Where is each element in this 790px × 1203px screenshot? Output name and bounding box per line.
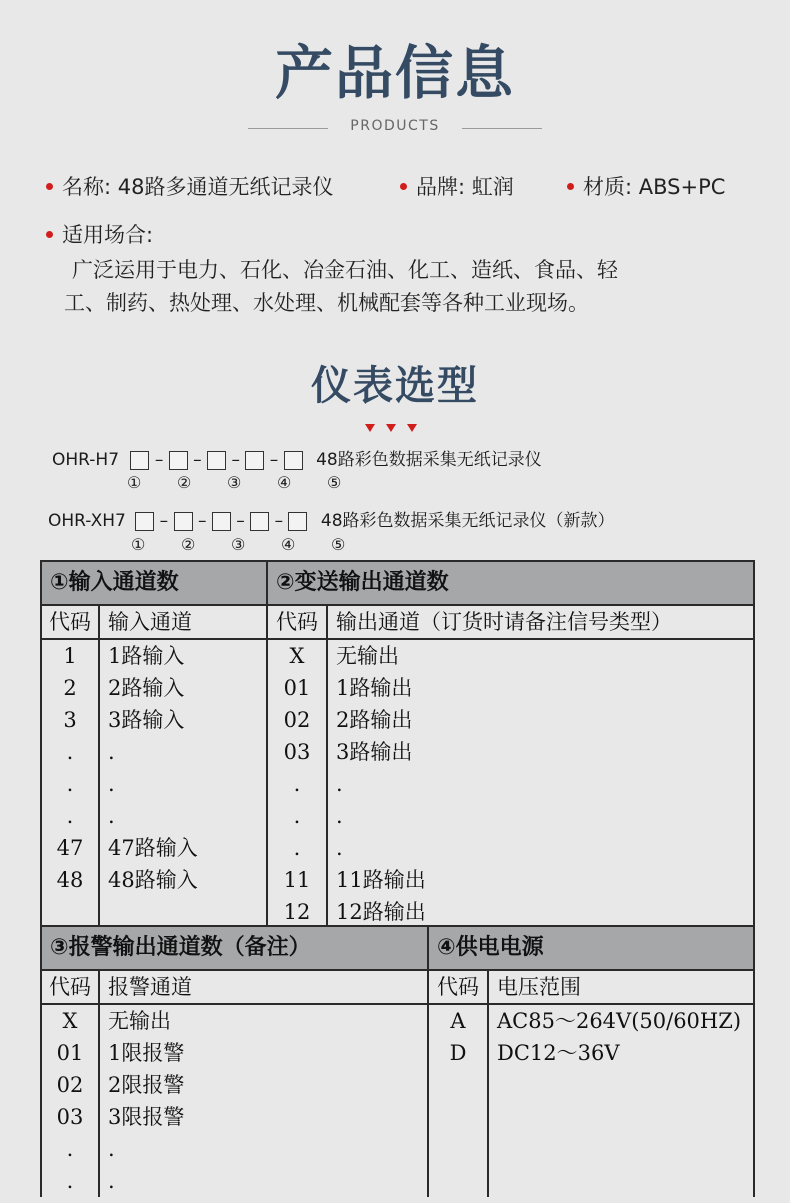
col-desc: 报警通道	[99, 970, 428, 1004]
table-header	[41, 926, 428, 970]
power-supply-table	[427, 925, 755, 1197]
cell-code: 47	[41, 832, 99, 864]
marker-2: ②	[181, 535, 196, 554]
info-brand-text: 品牌: 虹润	[416, 175, 514, 199]
arrow-down-icon	[407, 424, 417, 432]
table-row	[267, 864, 754, 896]
input-channel-table	[40, 560, 268, 928]
cell-code: .	[267, 832, 327, 864]
table-row	[267, 736, 754, 768]
alarm-table-title: ③报警输出通道数（备注）	[41, 926, 428, 970]
cell-desc	[488, 1165, 754, 1197]
marker-1: ①	[131, 535, 146, 554]
cell-desc: 11路输出	[327, 864, 754, 896]
output-rows	[267, 639, 754, 928]
cell-code: 3	[41, 704, 99, 736]
option-box	[130, 451, 149, 470]
col-code: 代码	[41, 605, 99, 639]
cell-code: 12	[267, 896, 327, 928]
arrow-down-icon	[365, 424, 375, 432]
option-box	[169, 451, 188, 470]
option-box	[245, 451, 264, 470]
cell-code: 1	[41, 639, 99, 672]
cell-desc: 无输出	[327, 639, 754, 672]
arrow-down-icons	[365, 424, 435, 432]
table-row	[41, 672, 267, 704]
table-header	[267, 561, 754, 605]
cell-code: .	[267, 768, 327, 800]
col-code: 代码	[41, 970, 99, 1004]
table-row	[41, 1037, 428, 1069]
cell-desc: 1路输出	[327, 672, 754, 704]
cell-code: .	[41, 800, 99, 832]
option-box	[288, 512, 307, 531]
cell-desc: 3路输出	[327, 736, 754, 768]
input-rows	[41, 639, 267, 928]
cell-desc: 3限报警	[99, 1101, 428, 1133]
cell-desc: .	[327, 768, 754, 800]
info-usage-label: 适用场合:	[62, 223, 154, 247]
model-prefix: OHR-XH7	[48, 511, 126, 531]
marker-1: ①	[127, 473, 142, 492]
cell-code: 01	[267, 672, 327, 704]
option-box	[284, 451, 303, 470]
table-row	[267, 800, 754, 832]
table-row	[267, 832, 754, 864]
cell-desc: .	[99, 1133, 428, 1165]
table-column-header	[41, 970, 428, 1004]
table-column-header	[41, 605, 267, 639]
cell-desc: 48路输入	[99, 864, 267, 896]
table-row	[267, 639, 754, 672]
table-row	[41, 704, 267, 736]
table-row	[41, 864, 267, 896]
info-usage-line2: 工、制药、热处理、水处理、机械配套等各种工业现场。	[64, 291, 589, 315]
output-channel-table	[266, 560, 755, 928]
cell-code: 02	[41, 1069, 99, 1101]
cell-desc: 2限报警	[99, 1069, 428, 1101]
cell-code: .	[41, 1165, 99, 1197]
cell-code: 03	[41, 1101, 99, 1133]
cell-desc: 无输出	[99, 1004, 428, 1037]
model-desc: 48路彩色数据采集无纸记录仪（新款）	[320, 511, 615, 531]
cell-desc: 2路输出	[327, 704, 754, 736]
selection-title: 仪表选型	[311, 363, 479, 409]
cell-code: .	[41, 1133, 99, 1165]
info-usage	[46, 220, 153, 250]
table-row	[41, 768, 267, 800]
cell-desc: 1限报警	[99, 1037, 428, 1069]
cell-desc: .	[327, 800, 754, 832]
cell-code: A	[428, 1004, 488, 1037]
cell-code: .	[41, 768, 99, 800]
bullet-icon	[46, 231, 53, 238]
col-desc: 电压范围	[488, 970, 754, 1004]
model-desc: 48路彩色数据采集无纸记录仪	[316, 450, 542, 470]
model-prefix: OHR-H7	[52, 450, 120, 470]
table-row	[41, 639, 267, 672]
col-code: 代码	[428, 970, 488, 1004]
cell-desc: .	[327, 832, 754, 864]
input-table-title: ①输入通道数	[41, 561, 267, 605]
col-desc: 输出通道（订货时请备注信号类型）	[327, 605, 754, 639]
cell-code: 03	[267, 736, 327, 768]
col-code: 代码	[267, 605, 327, 639]
option-box	[135, 512, 154, 531]
cell-code	[428, 1165, 488, 1197]
cell-code	[428, 1069, 488, 1101]
table-row	[428, 1101, 754, 1133]
table-column-header	[267, 605, 754, 639]
option-box	[174, 512, 193, 531]
cell-desc: .	[99, 768, 267, 800]
cell-code: 2	[41, 672, 99, 704]
info-name	[46, 172, 333, 202]
cell-desc: .	[99, 1165, 428, 1197]
cell-desc	[99, 896, 267, 928]
page-title: 产品信息	[274, 39, 515, 107]
cell-desc: AC85～264V(50/60HZ)	[488, 1004, 754, 1037]
marker-3: ③	[227, 473, 242, 492]
info-material-text: 材质: ABS+PC	[583, 175, 726, 199]
table-row	[41, 736, 267, 768]
cell-code: X	[41, 1004, 99, 1037]
cell-code: .	[267, 800, 327, 832]
bullet-icon	[567, 183, 574, 190]
cell-desc: 1路输入	[99, 639, 267, 672]
table-header	[428, 926, 754, 970]
table-row	[41, 1133, 428, 1165]
marker-4: ④	[277, 473, 292, 492]
cell-code: 01	[41, 1037, 99, 1069]
table-row	[41, 1101, 428, 1133]
table-row	[41, 1165, 428, 1197]
cell-code	[428, 1101, 488, 1133]
subtitle-row	[0, 118, 790, 138]
cell-desc: 3路输入	[99, 704, 267, 736]
info-usage-line1: 广泛运用于电力、石化、冶金石油、化工、造纸、食品、轻	[72, 258, 618, 282]
col-desc: 输入通道	[99, 605, 267, 639]
table-row	[41, 1069, 428, 1101]
table-row	[41, 832, 267, 864]
cell-code: 48	[41, 864, 99, 896]
cell-desc	[488, 1133, 754, 1165]
divider-right	[462, 128, 542, 129]
table-column-header	[428, 970, 754, 1004]
page-subtitle: PRODUCTS	[350, 118, 440, 134]
cell-desc: 12路输出	[327, 896, 754, 928]
table-header	[41, 561, 267, 605]
table-row	[267, 704, 754, 736]
cell-code: 11	[267, 864, 327, 896]
cell-code	[41, 896, 99, 928]
alarm-rows	[41, 1004, 428, 1197]
option-box	[212, 512, 231, 531]
marker-5: ⑤	[331, 535, 346, 554]
table-row	[428, 1133, 754, 1165]
marker-4: ④	[281, 535, 296, 554]
table-row	[41, 1004, 428, 1037]
power-rows	[428, 1004, 754, 1197]
option-box	[207, 451, 226, 470]
option-box	[250, 512, 269, 531]
cell-desc	[488, 1069, 754, 1101]
info-material	[567, 172, 725, 202]
table-row	[428, 1165, 754, 1197]
table-row	[267, 896, 754, 928]
cell-desc: .	[99, 800, 267, 832]
power-table-title: ④供电电源	[428, 926, 754, 970]
table-row	[41, 800, 267, 832]
marker-2: ②	[177, 473, 192, 492]
cell-desc: 47路输入	[99, 832, 267, 864]
table-row	[267, 672, 754, 704]
table-row	[428, 1069, 754, 1101]
cell-desc: .	[99, 736, 267, 768]
arrow-down-icon	[386, 424, 396, 432]
model-code-xh7: OHR-XH7 – – – – 48路彩色数据采集无纸记录仪（新款）	[48, 511, 615, 531]
cell-code: 02	[267, 704, 327, 736]
output-table-title: ②变送输出通道数	[267, 561, 754, 605]
cell-desc: 2路输入	[99, 672, 267, 704]
cell-code	[428, 1133, 488, 1165]
cell-code: D	[428, 1037, 488, 1069]
table-row	[428, 1004, 754, 1037]
table-row	[267, 768, 754, 800]
info-brand	[400, 172, 514, 202]
alarm-channel-table	[40, 925, 429, 1197]
info-name-text: 名称: 48路多通道无纸记录仪	[62, 175, 334, 199]
table-row	[41, 896, 267, 928]
cell-code: X	[267, 639, 327, 672]
bullet-icon	[46, 183, 53, 190]
cell-desc	[488, 1101, 754, 1133]
model-code-h7: OHR-H7 – – – – 48路彩色数据采集无纸记录仪	[52, 450, 542, 470]
table-row	[428, 1037, 754, 1069]
marker-3: ③	[231, 535, 246, 554]
cell-code: .	[41, 736, 99, 768]
marker-5: ⑤	[327, 473, 342, 492]
cell-desc: DC12～36V	[488, 1037, 754, 1069]
bullet-icon	[400, 183, 407, 190]
